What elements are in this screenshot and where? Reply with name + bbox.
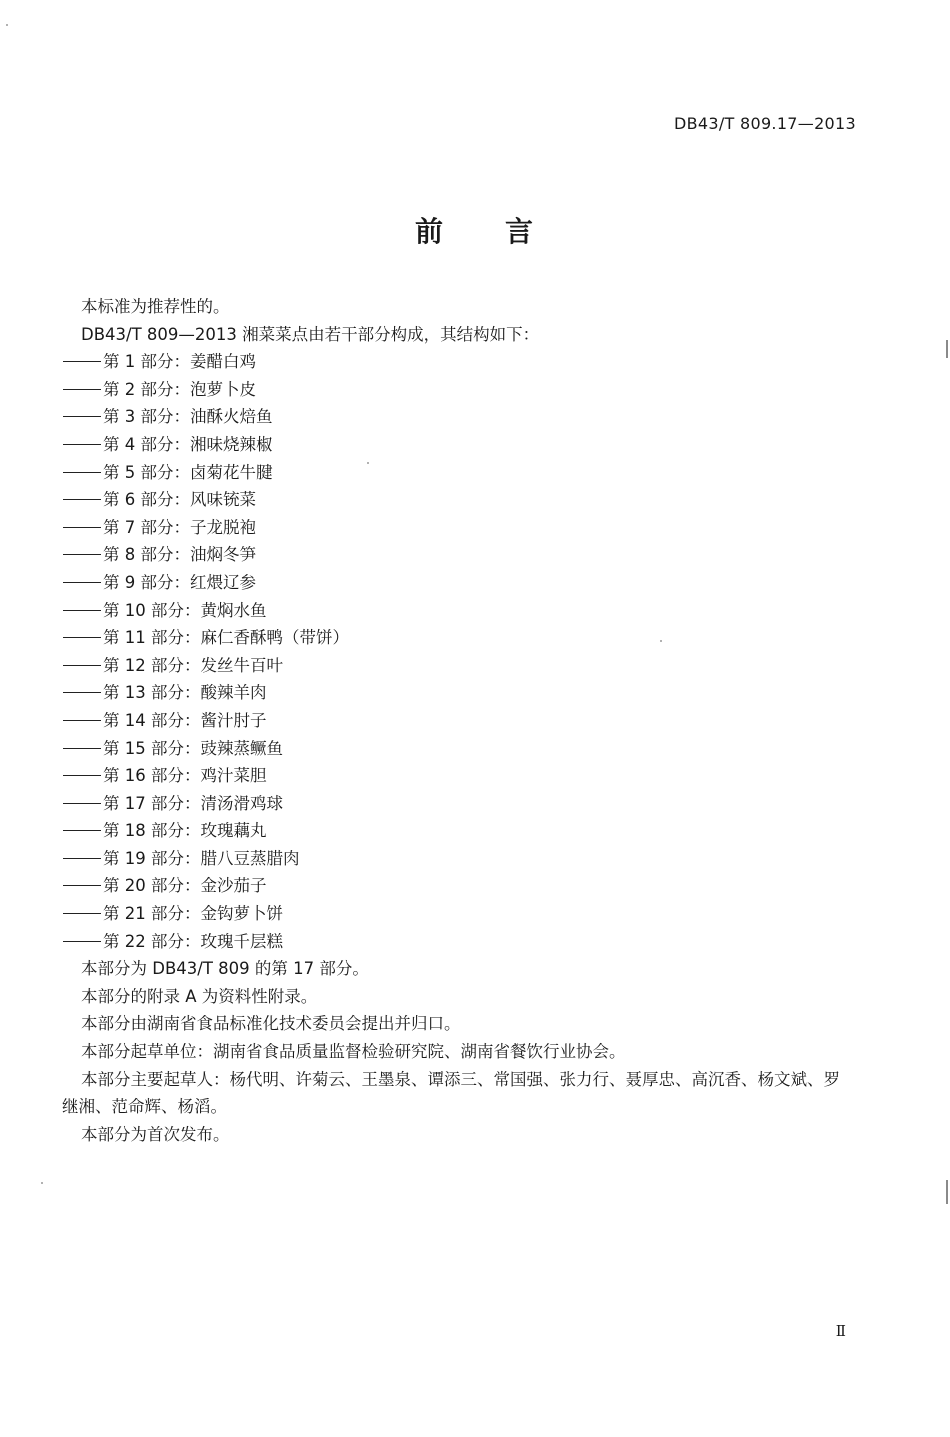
list-item xyxy=(0,762,950,790)
list-item xyxy=(0,376,950,404)
list-item xyxy=(0,652,950,680)
list-item xyxy=(0,707,950,735)
part-label: 第 9 部分：红煨辽参 xyxy=(103,572,256,592)
dash-line xyxy=(63,554,101,555)
scan-speck xyxy=(6,24,8,26)
list-item xyxy=(0,735,950,763)
scan-speck xyxy=(367,462,369,464)
dash-line xyxy=(63,361,101,362)
dash-line xyxy=(63,389,101,390)
dash-line xyxy=(63,913,101,914)
dash-line xyxy=(63,444,101,445)
statement-part-of: 本部分为 DB43/T 809 的第 17 部分。 xyxy=(81,959,369,979)
statement-first-release: 本部分为首次发布。 xyxy=(81,1124,230,1144)
dash-line xyxy=(63,830,101,831)
part-label: 第 1 部分：姜醋白鸡 xyxy=(103,352,256,372)
document-code: DB43/T 809.17—2013 xyxy=(673,114,856,133)
list-item xyxy=(0,486,950,514)
page-title: 前 言 xyxy=(414,215,535,248)
scan-edge-mark xyxy=(946,1180,948,1204)
list-item xyxy=(0,624,950,652)
list-item xyxy=(0,679,950,707)
dash-line xyxy=(63,665,101,666)
dash-line xyxy=(63,499,101,500)
dash-line xyxy=(63,748,101,749)
list-item xyxy=(0,541,950,569)
list-item xyxy=(0,900,950,928)
list-item xyxy=(0,459,950,487)
dash-line xyxy=(63,610,101,611)
part-label: 第 16 部分：鸡汁菜胆 xyxy=(103,766,267,786)
part-label: 第 10 部分：黄焖水鱼 xyxy=(103,600,267,620)
list-item xyxy=(0,514,950,542)
part-label: 第 2 部分：泡萝卜皮 xyxy=(103,379,256,399)
part-label: 第 20 部分：金沙茄子 xyxy=(103,876,267,896)
part-label: 第 15 部分：豉辣蒸鳜鱼 xyxy=(103,738,283,758)
dash-line xyxy=(63,637,101,638)
scan-edge-mark xyxy=(946,340,948,358)
dash-line xyxy=(63,692,101,693)
list-item xyxy=(0,928,950,956)
dash-line xyxy=(63,720,101,721)
part-label: 第 5 部分：卤菊花牛腱 xyxy=(103,462,273,482)
list-item xyxy=(0,790,950,818)
scan-speck xyxy=(41,1182,43,1184)
dash-line xyxy=(63,775,101,776)
dash-line xyxy=(63,885,101,886)
statement-drafting-units: 本部分起草单位：湖南省食品质量监督检验研究院、湖南省餐饮行业协会。 xyxy=(81,1042,626,1062)
statement-drafters: 本部分主要起草人：杨代明、许菊云、王墨泉、谭添三、常国强、张力行、聂厚忠、高沉香、杨文斌、罗继湘、范命辉、杨滔。 xyxy=(62,1069,840,1117)
part-label: 第 8 部分：油焖冬笋 xyxy=(103,545,256,565)
list-item xyxy=(0,569,950,597)
part-label: 第 19 部分：腊八豆蒸腊肉 xyxy=(103,848,300,868)
statement-appendix: 本部分的附录 A 为资料性附录。 xyxy=(81,986,318,1006)
part-label: 第 6 部分：风味铳菜 xyxy=(103,490,256,510)
dash-line xyxy=(63,416,101,417)
foreword-body xyxy=(0,293,950,1148)
parts-list xyxy=(0,348,950,955)
part-label: 第 17 部分：清汤滑鸡球 xyxy=(103,793,283,813)
list-item xyxy=(0,431,950,459)
dash-line xyxy=(63,941,101,942)
page-number: Ⅱ xyxy=(835,1322,846,1340)
intro-recommended: 本标准为推荐性的。 xyxy=(81,297,230,316)
part-label: 第 7 部分：子龙脱袍 xyxy=(103,517,256,537)
list-item xyxy=(0,872,950,900)
statement-proposer: 本部分由湖南省食品标准化技术委员会提出并归口。 xyxy=(81,1014,461,1034)
part-label: 第 4 部分：湘味烧辣椒 xyxy=(103,434,273,454)
part-label: 第 11 部分：麻仁香酥鸭（带饼） xyxy=(103,628,349,648)
dash-line xyxy=(63,858,101,859)
part-label: 第 14 部分：酱汁肘子 xyxy=(103,710,267,730)
part-label: 第 12 部分：发丝牛百叶 xyxy=(103,655,283,675)
part-label: 第 22 部分：玫瑰千层糕 xyxy=(103,931,283,951)
dash-line xyxy=(63,472,101,473)
dash-line xyxy=(63,582,101,583)
part-label: 第 13 部分：酸辣羊肉 xyxy=(103,683,267,703)
scan-speck xyxy=(660,640,662,642)
list-item xyxy=(0,817,950,845)
intro-structure: DB43/T 809—2013 湘菜菜点由若干部分构成，其结构如下： xyxy=(81,324,540,344)
list-item xyxy=(0,403,950,431)
dash-line xyxy=(63,803,101,804)
part-label: 第 18 部分：玫瑰藕丸 xyxy=(103,821,267,841)
part-label: 第 21 部分：金钩萝卜饼 xyxy=(103,904,283,924)
list-item xyxy=(0,845,950,873)
list-item xyxy=(0,348,950,376)
part-label: 第 3 部分：油酥火焙鱼 xyxy=(103,407,273,427)
list-item xyxy=(0,597,950,625)
dash-line xyxy=(63,527,101,528)
